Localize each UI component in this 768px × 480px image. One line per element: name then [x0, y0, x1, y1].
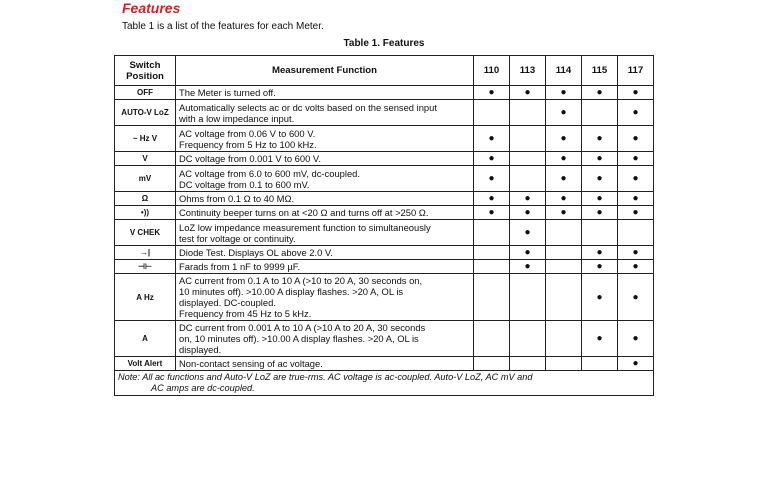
model-header-115: 115 [582, 56, 618, 86]
function-description [176, 321, 474, 357]
function-description [176, 246, 474, 260]
bullet-icon: ● [524, 207, 531, 218]
model-header-113: 113 [510, 56, 546, 86]
function-line: Ohms from 0.1 Ω to 40 MΩ. [179, 193, 295, 204]
function-line: 10 minutes off). >10.00 A display flashes. >20 A, OL is [179, 286, 404, 297]
table-row [115, 152, 654, 166]
function-description [176, 220, 474, 246]
function-line: The Meter is turned off. [179, 87, 276, 98]
bullet-icon: ● [632, 291, 639, 303]
availability-cell-114 [546, 274, 582, 321]
availability-cell-117 [618, 260, 654, 274]
availability-cell-115 [582, 206, 618, 220]
table-row [115, 206, 654, 220]
switch-symbol-0: OFF [115, 86, 176, 100]
availability-cell-114 [546, 260, 582, 274]
section-heading: Features [122, 0, 181, 16]
note-cell [115, 371, 654, 396]
availability-cell-115 [582, 321, 618, 357]
measurement-function-header: Measurement Function [176, 56, 474, 86]
function-line: Continuity beeper turns on at <20 Ω and turns off at >250 Ω. [179, 207, 429, 218]
function-description [176, 126, 474, 152]
availability-cell-113 [510, 206, 546, 220]
function-description [176, 86, 474, 100]
function-line: AC current from 0.1 A to 10 A (>10 to 20 A, 30 seconds on, [179, 275, 423, 286]
availability-cell-114 [546, 246, 582, 260]
table-caption: Table 1. Features [343, 38, 425, 49]
availability-cell-110 [474, 321, 510, 357]
function-line: LoZ low impedance measurement function to simultaneously [179, 221, 431, 233]
bullet-icon: ● [632, 153, 639, 164]
availability-cell-115 [582, 260, 618, 274]
bullet-icon: ● [560, 207, 567, 218]
note-line-1: All ac functions and Auto-V LoZ are true-rms. AC voltage is ac-coupled. Auto-V LoZ, AC mV and [142, 372, 533, 382]
availability-cell-117 [618, 274, 654, 321]
bullet-icon: ● [632, 261, 639, 272]
availability-cell-110 [474, 220, 510, 246]
function-description [176, 152, 474, 166]
function-line: displayed. DC-coupled. [179, 297, 276, 308]
availability-cell-117 [618, 166, 654, 192]
switch-symbol-2: ~ Hz V [115, 126, 176, 152]
bullet-icon: ● [596, 291, 603, 303]
bullet-icon: ● [596, 193, 603, 204]
availability-cell-115 [582, 126, 618, 152]
availability-cell-110 [474, 152, 510, 166]
bullet-icon: ● [632, 87, 639, 98]
function-line: Diode Test. Displays OL above 2.0 V. [179, 247, 333, 258]
table-row [115, 100, 654, 126]
model-header-117: 117 [618, 56, 654, 86]
availability-cell-114 [546, 192, 582, 206]
availability-cell-110 [474, 86, 510, 100]
bullet-icon: ● [632, 358, 639, 369]
bullet-icon: ● [632, 247, 639, 258]
availability-cell-113 [510, 274, 546, 321]
function-line: DC voltage from 0.001 V to 600 V. [179, 153, 321, 164]
availability-cell-110 [474, 126, 510, 152]
function-line: Farads from 1 nF to 9999 µF. [179, 261, 301, 272]
bullet-icon: ● [596, 173, 603, 184]
availability-cell-114 [546, 100, 582, 126]
availability-cell-113 [510, 100, 546, 126]
bullet-icon: ● [488, 193, 495, 204]
function-description [176, 192, 474, 206]
table-row [115, 220, 654, 246]
availability-cell-114 [546, 152, 582, 166]
availability-cell-115 [582, 246, 618, 260]
switch-symbol-10: A Hz [115, 274, 176, 321]
table-body [115, 86, 654, 371]
switch-symbol-12: Volt Alert [115, 357, 176, 371]
bullet-icon: ● [488, 153, 495, 164]
availability-cell-115 [582, 274, 618, 321]
bullet-icon: ● [596, 207, 603, 218]
availability-cell-117 [618, 152, 654, 166]
note-line-2: AC amps are dc-coupled. [151, 383, 255, 393]
availability-cell-117 [618, 100, 654, 126]
function-line: Frequency from 45 Hz to 5 kHz. [179, 308, 312, 319]
function-description [176, 206, 474, 220]
availability-cell-115 [582, 357, 618, 371]
function-description [176, 357, 474, 371]
switch-symbol-3: V [115, 152, 176, 166]
availability-cell-110 [474, 192, 510, 206]
bullet-icon: ● [560, 153, 567, 164]
table-row [115, 192, 654, 206]
availability-cell-113 [510, 260, 546, 274]
features-table [114, 55, 654, 396]
bullet-icon: ● [524, 87, 531, 98]
availability-cell-113 [510, 86, 546, 100]
function-line: on, 10 minutes off). >10.00 A display flashes. >20 A, OL is [179, 333, 419, 344]
availability-cell-115 [582, 192, 618, 206]
availability-cell-115 [582, 220, 618, 246]
bullet-icon: ● [596, 133, 603, 144]
table-row [115, 260, 654, 274]
note-prefix: Note: [118, 372, 140, 382]
function-line: AC voltage from 6.0 to 600 mV, dc-coupled. [179, 167, 361, 179]
bullet-icon: ● [596, 333, 603, 344]
availability-cell-117 [618, 192, 654, 206]
availability-cell-110 [474, 246, 510, 260]
bullet-icon: ● [488, 133, 495, 144]
availability-cell-114 [546, 220, 582, 246]
bullet-icon: ● [560, 133, 567, 144]
bullet-icon: ● [560, 87, 567, 98]
availability-cell-113 [510, 246, 546, 260]
bullet-icon: ● [560, 107, 567, 118]
switch-symbol-9: ⊣⊢ [115, 260, 176, 274]
function-line: AC voltage from 0.06 V to 600 V. [179, 127, 316, 139]
function-line: Non-contact sensing of ac voltage. [179, 358, 323, 369]
availability-cell-113 [510, 321, 546, 357]
availability-cell-110 [474, 260, 510, 274]
bullet-icon: ● [596, 247, 603, 258]
availability-cell-110 [474, 274, 510, 321]
availability-cell-115 [582, 100, 618, 126]
bullet-icon: ● [524, 193, 531, 204]
function-line: with a low impedance input. [179, 112, 295, 124]
bullet-icon: ● [632, 333, 639, 344]
function-line: displayed. [179, 344, 222, 355]
availability-cell-115 [582, 166, 618, 192]
bullet-icon: ● [632, 193, 639, 204]
table-row [115, 166, 654, 192]
table-row [115, 86, 654, 100]
availability-cell-110 [474, 166, 510, 192]
availability-cell-114 [546, 126, 582, 152]
availability-cell-115 [582, 86, 618, 100]
bullet-icon: ● [632, 207, 639, 218]
table-row [115, 357, 654, 371]
function-description [176, 260, 474, 274]
availability-cell-115 [582, 152, 618, 166]
table-header-row [115, 56, 654, 86]
bullet-icon: ● [596, 153, 603, 164]
function-line: Frequency from 5 Hz to 100 kHz. [179, 138, 317, 150]
switch-symbol-5: Ω [115, 192, 176, 206]
availability-cell-117 [618, 321, 654, 357]
table-row [115, 321, 654, 357]
availability-cell-114 [546, 321, 582, 357]
switch-symbol-8: →| [115, 246, 176, 260]
availability-cell-117 [618, 126, 654, 152]
availability-cell-113 [510, 220, 546, 246]
table-row [115, 246, 654, 260]
bullet-icon: ● [524, 247, 531, 258]
switch-symbol-1: AUTO-V LoZ [115, 100, 176, 126]
model-header-110: 110 [474, 56, 510, 86]
function-line: DC voltage from 0.1 to 600 mV. [179, 178, 310, 190]
availability-cell-117 [618, 86, 654, 100]
availability-cell-113 [510, 126, 546, 152]
switch-symbol-7: V CHEK [115, 220, 176, 246]
availability-cell-114 [546, 357, 582, 371]
availability-cell-114 [546, 86, 582, 100]
bullet-icon: ● [488, 207, 495, 218]
bullet-icon: ● [560, 173, 567, 184]
availability-cell-113 [510, 166, 546, 192]
bullet-icon: ● [632, 173, 639, 184]
bullet-icon: ● [524, 227, 531, 238]
intro-text: Table 1 is a list of the features for each Meter. [122, 21, 324, 32]
model-header-114: 114 [546, 56, 582, 86]
table-row [115, 274, 654, 321]
bullet-icon: ● [488, 173, 495, 184]
availability-cell-114 [546, 206, 582, 220]
availability-cell-117 [618, 246, 654, 260]
availability-cell-110 [474, 357, 510, 371]
switch-symbol-6: •)) [115, 206, 176, 220]
function-line: DC current from 0.001 A to 10 A (>10 A to 20 A, 30 seconds [179, 322, 426, 333]
availability-cell-117 [618, 206, 654, 220]
availability-cell-110 [474, 206, 510, 220]
table-row [115, 126, 654, 152]
availability-cell-113 [510, 192, 546, 206]
bullet-icon: ● [596, 87, 603, 98]
availability-cell-114 [546, 166, 582, 192]
function-description [176, 166, 474, 192]
bullet-icon: ● [560, 193, 567, 204]
switch-position-header: Switch Position [115, 56, 176, 86]
bullet-icon: ● [632, 107, 639, 118]
availability-cell-117 [618, 357, 654, 371]
bullet-icon: ● [596, 261, 603, 272]
function-description [176, 100, 474, 126]
switch-symbol-4: mV [115, 166, 176, 192]
bullet-icon: ● [488, 87, 495, 98]
availability-cell-113 [510, 357, 546, 371]
availability-cell-117 [618, 220, 654, 246]
function-description [176, 274, 474, 321]
availability-cell-110 [474, 100, 510, 126]
function-line: test for voltage or continuity. [179, 232, 296, 244]
note-row [115, 371, 654, 396]
bullet-icon: ● [524, 261, 531, 272]
bullet-icon: ● [632, 133, 639, 144]
switch-symbol-11: A [115, 321, 176, 357]
availability-cell-113 [510, 152, 546, 166]
function-line: Automatically selects ac or dc volts based on the sensed input [179, 101, 437, 113]
